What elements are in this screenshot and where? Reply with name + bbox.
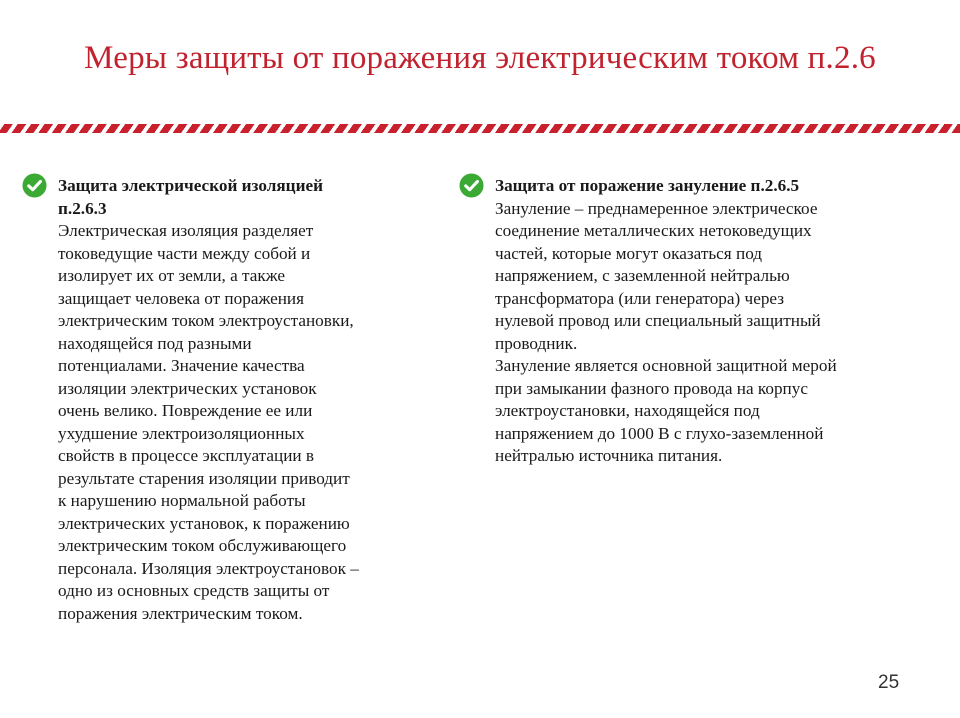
right-body-line: нулевой провод или специальный защитный xyxy=(495,311,821,330)
left-body-line: персонала. Изоляция электроустановок – xyxy=(58,558,359,578)
right-body-line: трансформатора (или генератора) через xyxy=(495,288,785,308)
right-body-line: напряжением, с заземленной нейтралью xyxy=(495,266,790,285)
left-body-line: Электрическая изоляция разделяет xyxy=(58,221,314,240)
right-body-line: при замыкании фазного провода на корпус xyxy=(495,378,808,398)
left-body-line: потенциалами. Значение качества xyxy=(58,356,305,375)
left-body-line: изолирует их от земли, а также xyxy=(58,266,286,285)
left-body-line: свойств в процессе эксплуатации в xyxy=(58,446,315,465)
left-body-line: к нарушению нормальной работы xyxy=(58,491,306,510)
striped-divider xyxy=(0,124,960,133)
right-body-line: соединение металлических нетоковедущих xyxy=(495,221,812,240)
left-body-line: электрических установок, к поражению xyxy=(58,513,350,533)
left-body-line: электрическим током обслуживающего xyxy=(58,536,347,555)
left-body-line: очень велико. Повреждение ее или xyxy=(58,401,313,420)
right-text xyxy=(495,175,837,468)
left-body-line: токоведущие части между собой и xyxy=(58,243,311,263)
left-body-line: изоляции электрических установок xyxy=(58,378,317,398)
left-body-line: защищает человека от поражения xyxy=(58,288,305,308)
left-body-line: находящейся под разными xyxy=(58,333,252,353)
right-body-line: напряжением до 1000 В с глухо-заземленной xyxy=(495,423,824,443)
page-number: 25 xyxy=(878,672,900,693)
left-body-line: ухудшение электроизоляционных xyxy=(58,423,305,443)
left-heading-line: Защита электрической изоляцией xyxy=(58,176,324,195)
left-body-line: одно из основных средств защиты от xyxy=(58,581,330,600)
slide-title: Меры защиты от поражения электрическим током п.2.6 xyxy=(84,40,876,76)
check-circle-icon xyxy=(22,173,47,198)
right-body-line: нейтралью источника питания. xyxy=(495,446,723,465)
right-body-line: Зануление – преднамеренное электрическое xyxy=(495,198,818,218)
right-heading-line: Защита от поражение зануление п.2.6.5 xyxy=(495,176,800,195)
left-body-line: поражения электрическим током. xyxy=(58,603,303,623)
right-body-line: проводник. xyxy=(495,333,578,353)
check-circle-icon xyxy=(459,173,484,198)
right-body-line: электроустановки, находящейся под xyxy=(495,401,760,420)
left-text xyxy=(58,175,359,625)
left-heading-line: п.2.6.3 xyxy=(58,198,107,218)
right-body-line: частей, которые могут оказаться под xyxy=(495,243,763,263)
left-body-line: электрическим током электроустановки, xyxy=(58,311,354,330)
left-body-line: результате старения изоляции приводит xyxy=(58,468,350,488)
right-body-line: Зануление является основной защитной мерой xyxy=(495,356,837,375)
